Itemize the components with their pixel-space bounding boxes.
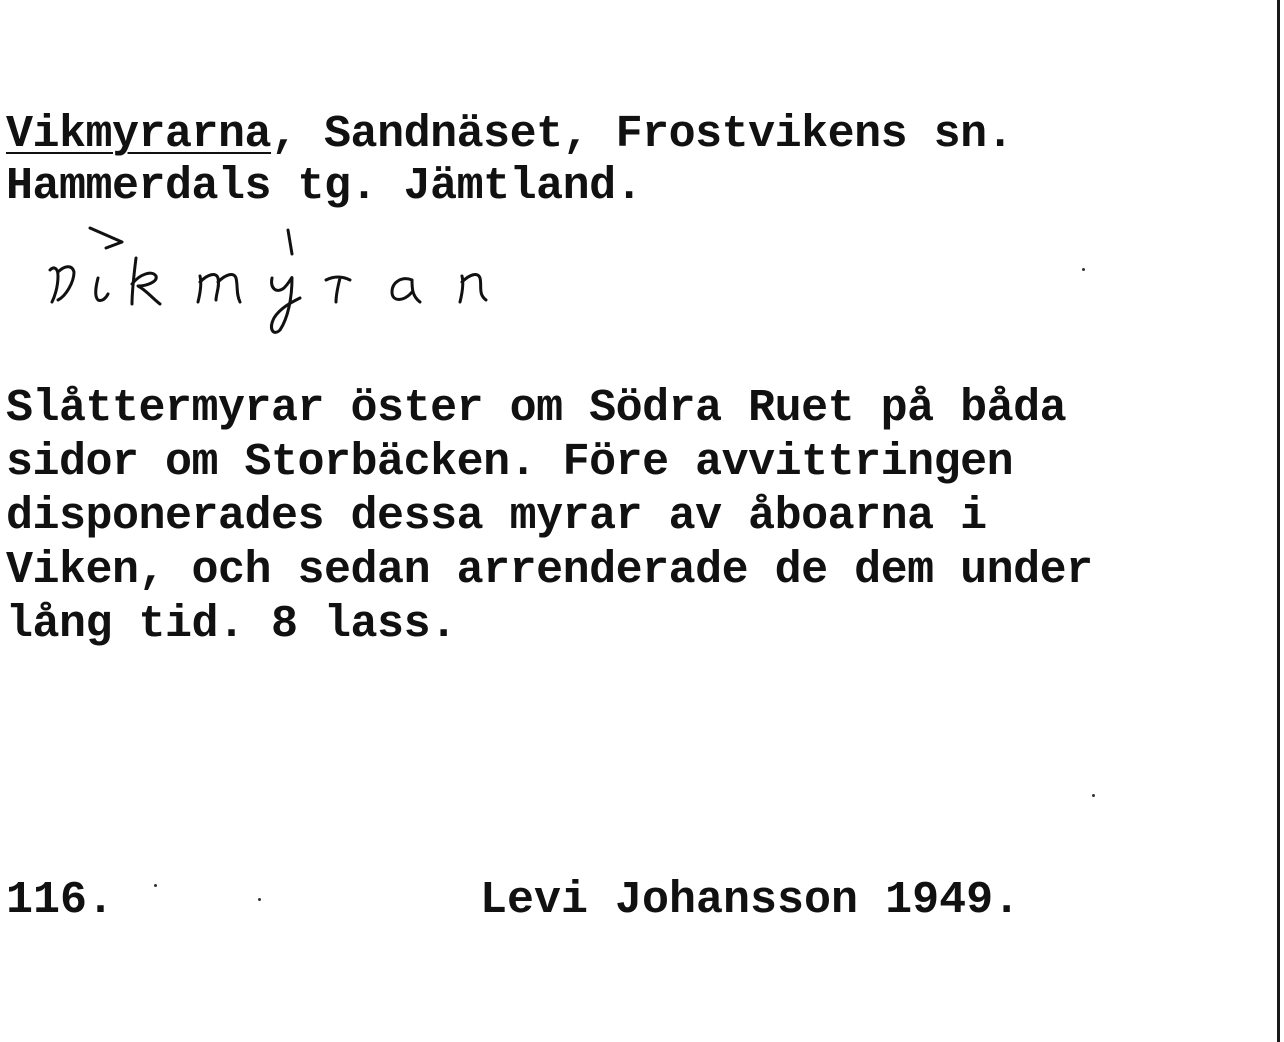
description-line: sidor om Storbäcken. Före avvittringen [6, 437, 1014, 488]
place-name: Vikmyrarna [6, 109, 272, 160]
heading-line-2: Hammerdals tg. Jämtland. [6, 161, 643, 212]
card-edge [1277, 0, 1280, 1042]
heading-line-1 [6, 108, 1013, 162]
description-line: disponerades dessa myrar av åboarna i [6, 491, 987, 542]
scan-speck [1092, 794, 1095, 797]
recorder-signature: Levi Johansson 1949. [480, 875, 1021, 926]
handwritten-pronunciation [40, 222, 660, 342]
scan-speck [1082, 268, 1085, 271]
description-line: lång tid. 8 lass. [6, 599, 457, 650]
scan-speck [154, 884, 157, 887]
card-number: 116. [6, 875, 115, 926]
heading-location: , Sandnäset, Frostvikens sn. [271, 109, 1014, 160]
scan-speck [258, 898, 261, 901]
description-line: Viken, och sedan arrenderade de dem under [6, 545, 1093, 596]
description [6, 382, 1093, 652]
description-line: Slåttermyrar öster om Södra Ruet på båda [6, 383, 1067, 434]
